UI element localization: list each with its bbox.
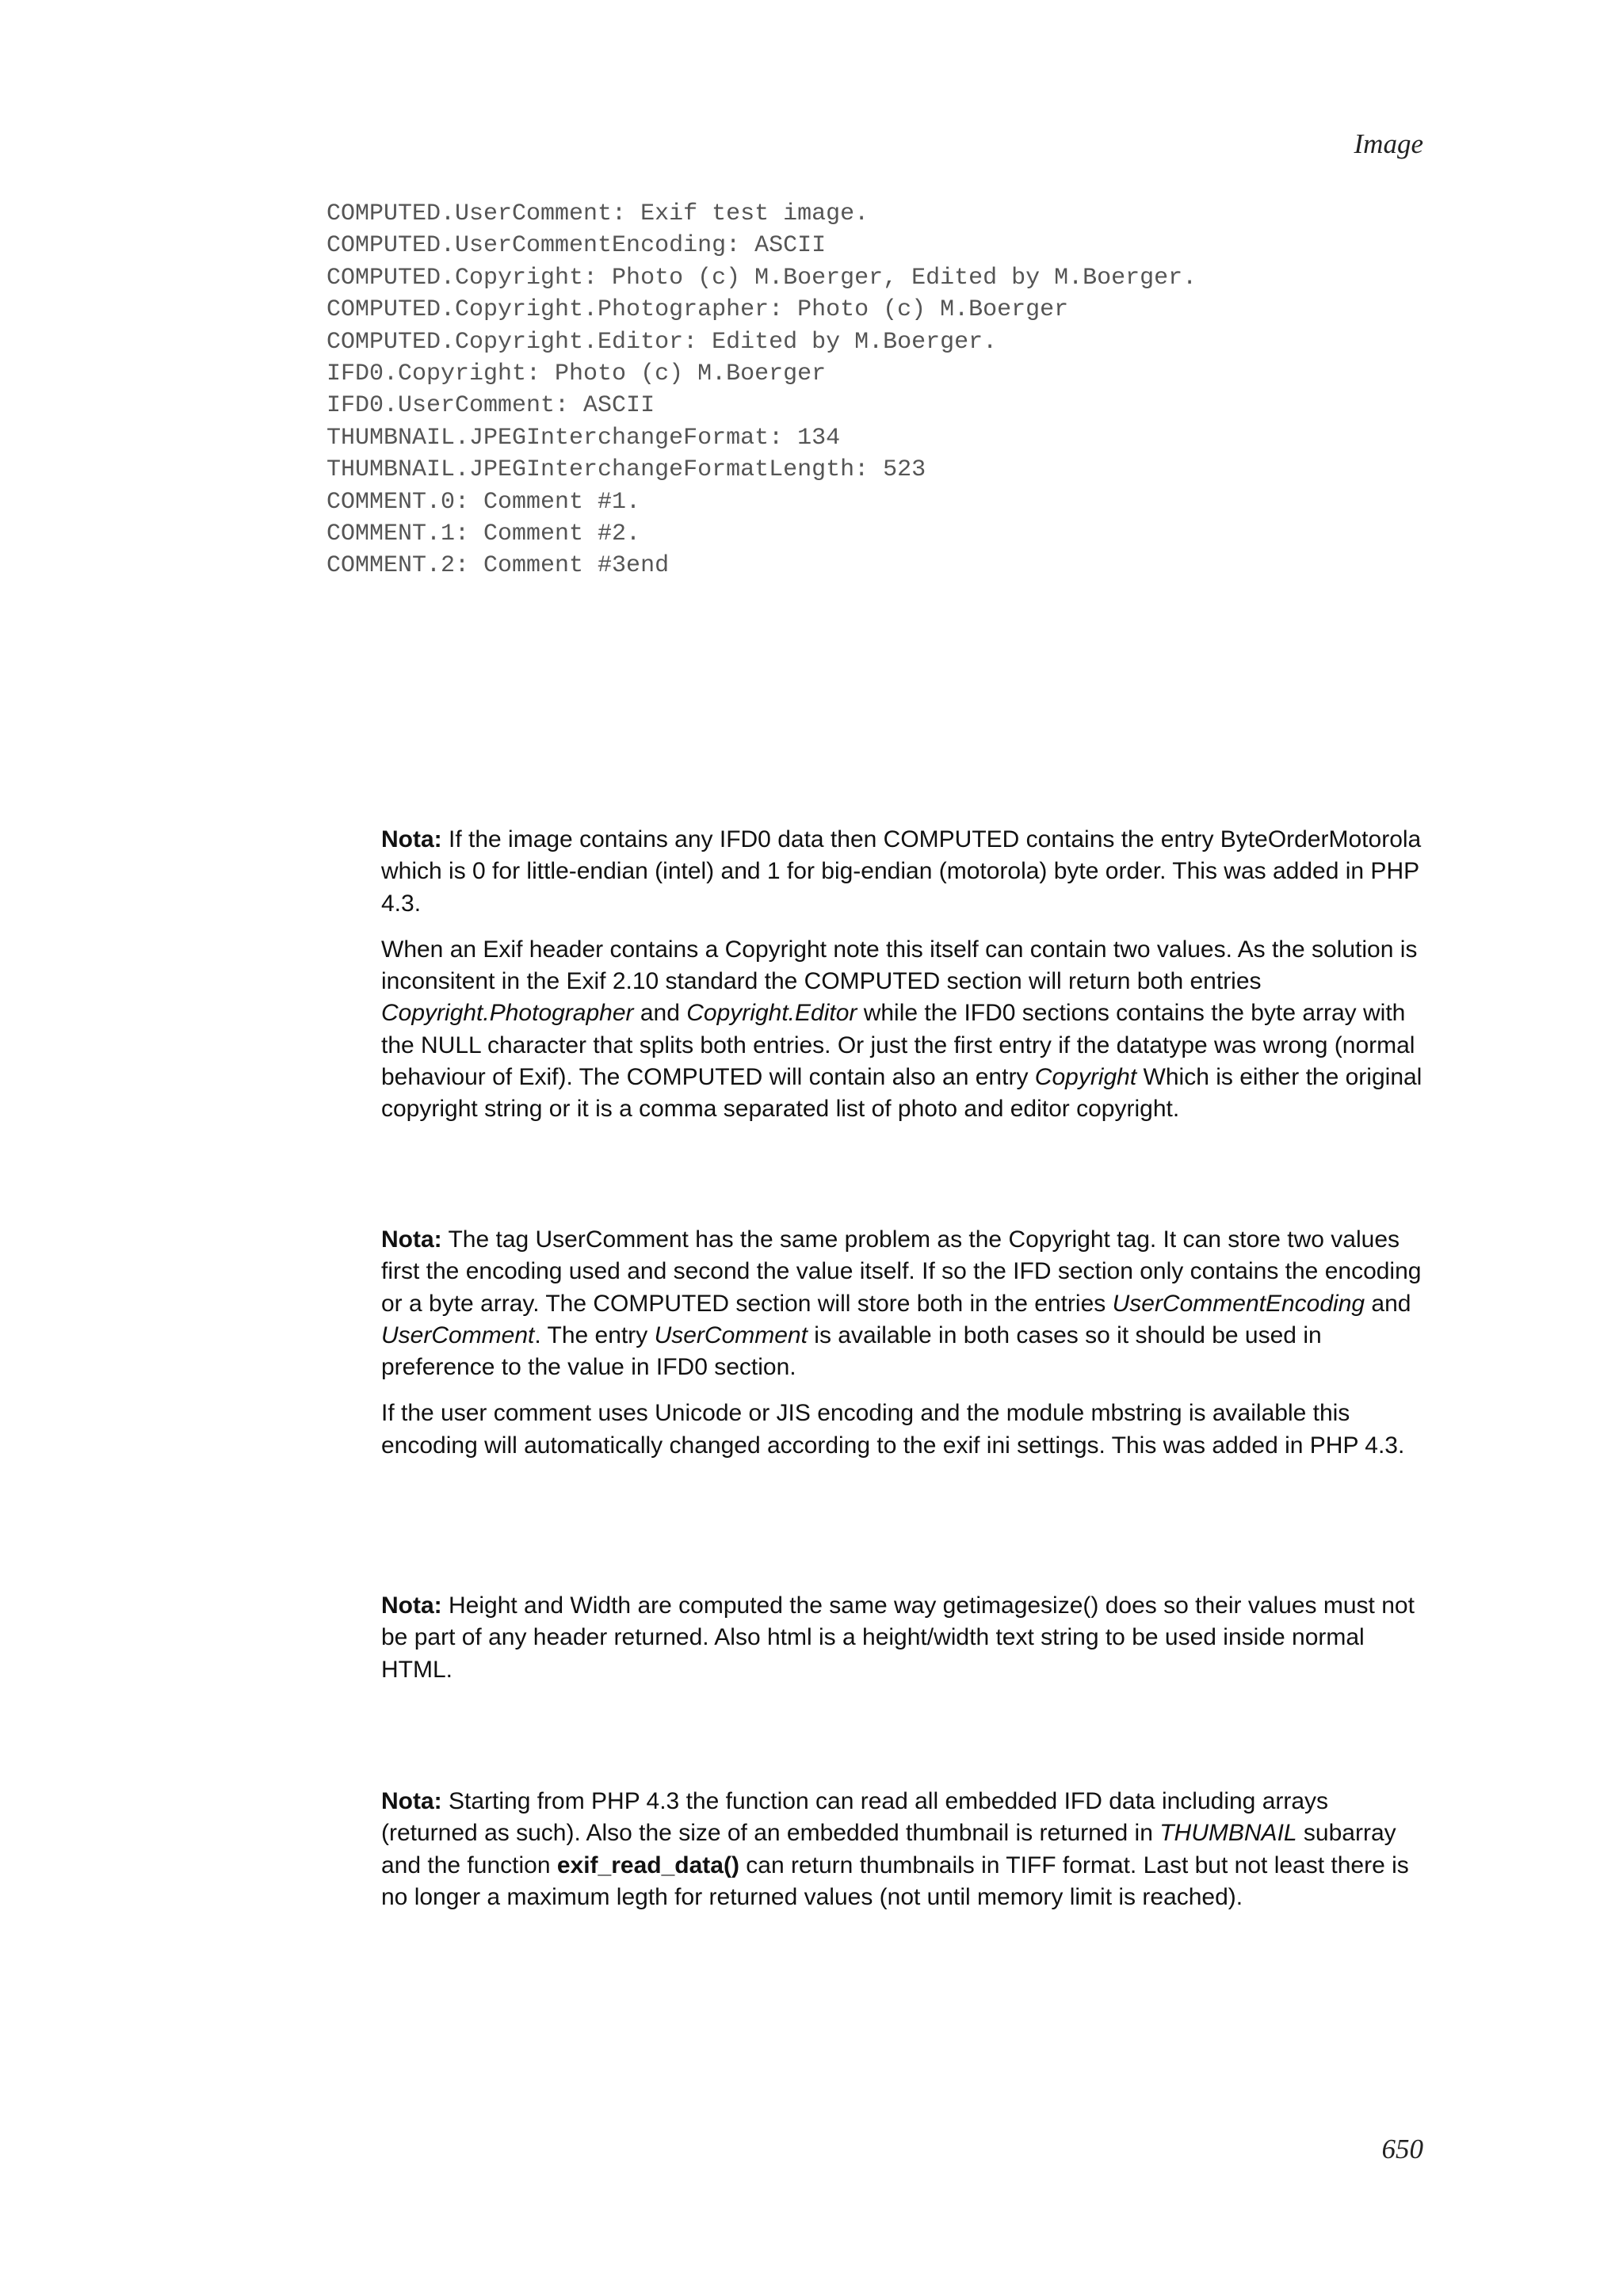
note-paragraph: Nota: The tag UserComment has the same problem as the Copyright tag. It can store two values first the encoding used and second the value itself. If so the IFD section only contains the encoding or a byte array. The COMPUTED section will store both in the entries UserCommentEncoding and UserComment. The entry UserComment is available in both cases so it should be used in preference to the value in IFD0 section. (381, 1226, 1422, 1381)
code-line: COMPUTED.UserCommentEncoding: ASCII (327, 232, 827, 260)
note-paragraph: Nota: Height and Width are computed the same way getimagesize() does so their values must not be part of any header returned. Also html is a height/width text string to be used inside normal HTML. (381, 1592, 1415, 1683)
note-user-comment (381, 1224, 1427, 1462)
note-label: Nota: (381, 1592, 442, 1619)
code-line: THUMBNAIL.JPEGInterchangeFormat: 134 (327, 424, 841, 452)
note-paragraph: If the user comment uses Unicode or JIS encoding and the module mbstring is available this encoding will automatically changed according to the exif ini settings. This was added in PHP 4.3. (381, 1400, 1405, 1459)
note-label: Nota: (381, 1788, 442, 1814)
code-line: COMPUTED.Copyright.Photographer: Photo (c) M.Boerger (327, 296, 1069, 324)
note-paragraph: When an Exif header contains a Copyright note this itself can contain two values. As the solution is inconsitent in the Exif 2.10 standard the COMPUTED section will return both entries Copyright.Photographer and Copyright.Editor while the IFD0 sections contains the byte array with the NULL character that splits both entries. Or just the first entry if the datatype was wrong (normal behaviour of Exif). The COMPUTED will contain also an entry Copyright Which is either the original copyright string or it is a comma separated list of photo and editor copyright. (381, 936, 1423, 1123)
note-paragraph: Nota: Starting from PHP 4.3 the function can read all embedded IFD data including arrays (returned as such). Also the size of an embedded thumbnail is returned in THUMBNAIL subarray and the function exif_read_data() can return thumbnails in TIFF format. Last but not least there is no longer a maximum legth for returned values (not until memory limit is reached). (381, 1788, 1409, 1910)
code-line: COMPUTED.UserComment: Exif test image. (327, 200, 869, 227)
code-line: IFD0.UserComment: ASCII (327, 392, 655, 420)
code-example-output (327, 198, 1197, 582)
code-line: COMMENT.1: Comment #2. (327, 521, 641, 548)
note-byte-order (381, 824, 1427, 1126)
code-line: THUMBNAIL.JPEGInterchangeFormatLength: 523 (327, 456, 926, 484)
note-paragraph: Nota: If the image contains any IFD0 data then COMPUTED contains the entry ByteOrderMotorola which is 0 for little-endian (intel) and 1 for big-endian (motorola) byte order. This was added in PHP 4.3. (381, 826, 1422, 917)
code-line: IFD0.Copyright: Photo (c) M.Boerger (327, 360, 827, 388)
note-php43-ifd (381, 1786, 1427, 1913)
running-header: Image (1354, 128, 1423, 159)
code-line: COMMENT.2: Comment #3end (327, 552, 670, 580)
code-line: COMMENT.0: Comment #1. (327, 488, 641, 516)
note-label: Nota: (381, 1226, 442, 1253)
note-label: Nota: (381, 826, 442, 852)
note-height-width (381, 1590, 1427, 1686)
code-line: COMPUTED.Copyright: Photo (c) M.Boerger, Edited by M.Boerger. (327, 264, 1197, 292)
code-line: COMPUTED.Copyright.Editor: Edited by M.Boerger. (327, 328, 998, 356)
page-number: 650 (1381, 2134, 1423, 2164)
function-name: exif_read_data() (556, 1852, 739, 1878)
